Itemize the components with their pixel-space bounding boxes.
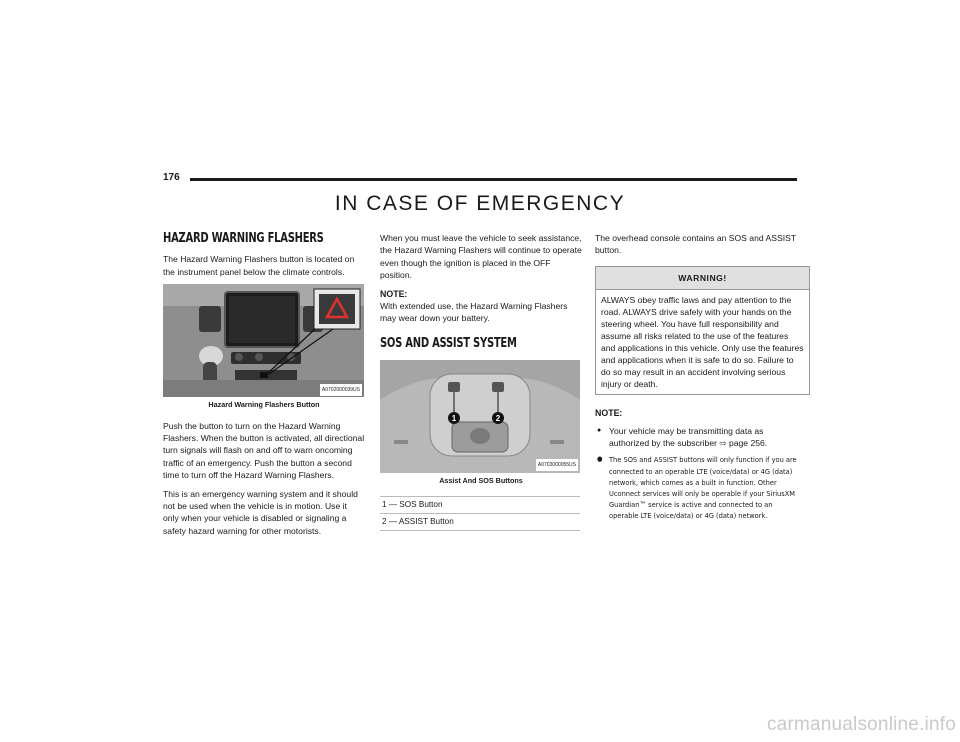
- section-heading-hazard: HAZARD WARNING FLASHERS: [163, 230, 324, 246]
- callout-2-label: 2: [495, 414, 501, 424]
- flashers-para: When you must leave the vehicle to seek assistance, the Hazard Warning Flashers will continue to operate even though the ignition is placed in the OFF position.: [380, 233, 582, 281]
- overhead-console-illustration: [380, 360, 580, 473]
- bullet-text: Your vehicle may be transmitting data as authorized by the subscriber: [609, 425, 764, 449]
- column-1: [163, 232, 365, 543]
- hazard-para-2: This is an emergency warning system and it should not be used when the vehicle is in motion. Use it only when your vehicle is disabled or signaling a safety hazard warning for other motorists.: [163, 488, 358, 536]
- note-list: [595, 425, 800, 522]
- image-code: A0703000055US: [536, 459, 578, 471]
- dashboard-illustration: [163, 284, 364, 397]
- section-heading-sos: SOS AND ASSIST SYSTEM: [380, 334, 517, 351]
- note-text: With extended use, the Hazard Warning Flashers may wear down your battery.: [380, 301, 568, 324]
- sos-buttons-photo: [380, 360, 580, 473]
- page-reference-link[interactable]: page 256.: [728, 438, 768, 449]
- hazard-para-1: Push the button to turn on the Hazard Warning Flashers. When the button is activated, all directional turn signals will flash on and off to warn oncoming traffic of an emergency. Push the button a second time to turn off the Hazard Warning Flashers.: [163, 420, 365, 481]
- warning-box: [595, 266, 810, 395]
- page-number: 176: [163, 172, 180, 183]
- image-caption: Assist And SOS Buttons: [439, 476, 523, 486]
- callout-legend: [380, 496, 580, 532]
- callout-1-label: 1: [451, 414, 457, 424]
- column-3: [595, 232, 804, 527]
- list-item: ● The SOS and ASSIST buttons will only function if you are connected to an operable LTE (voice/data) or 4G (data) network, which comes as a built in function. Other Uconnect services will only be operable if your SiriusXM Guardian™ service is active and connected to an operable LTE (voice/data) or 4G (data) network.: [609, 454, 800, 521]
- note-label: NOTE:: [380, 288, 408, 299]
- legend-item-assist: 2 — ASSIST Button: [380, 514, 580, 531]
- watermark: carmanualsonline.info: [766, 714, 956, 735]
- warning-title: WARNING!: [596, 267, 809, 290]
- console-intro: The overhead console contains an SOS and ASSIST button.: [595, 233, 796, 256]
- page-ref-icon: ⇨: [719, 438, 727, 449]
- image-code: A0702000039US: [320, 384, 362, 396]
- list-item: [609, 425, 800, 450]
- column-2: [380, 232, 582, 531]
- hazard-intro: The Hazard Warning Flashers button is located on the instrument panel below the climate controls.: [163, 254, 355, 277]
- warning-text: ALWAYS obey traffic laws and pay attention to the road. ALWAYS drive safely with your hands on the steering wheel. You have full responsibility and assume all risks related to the use of the features and applications in this vehicle. Only use the features and applications when it is safe to do so. Failure to do so may result in an accident involving serious injury or death.: [601, 295, 804, 390]
- header-rule: [190, 178, 797, 181]
- note-label: NOTE:: [595, 408, 623, 419]
- legend-item-sos: 1 — SOS Button: [380, 496, 580, 513]
- table-row: [380, 514, 580, 531]
- chapter-title: IN CASE OF EMERGENCY: [334, 192, 626, 215]
- image-caption: Hazard Warning Flashers Button: [208, 400, 320, 410]
- hazard-button-photo: [163, 284, 364, 397]
- table-row: [380, 496, 580, 513]
